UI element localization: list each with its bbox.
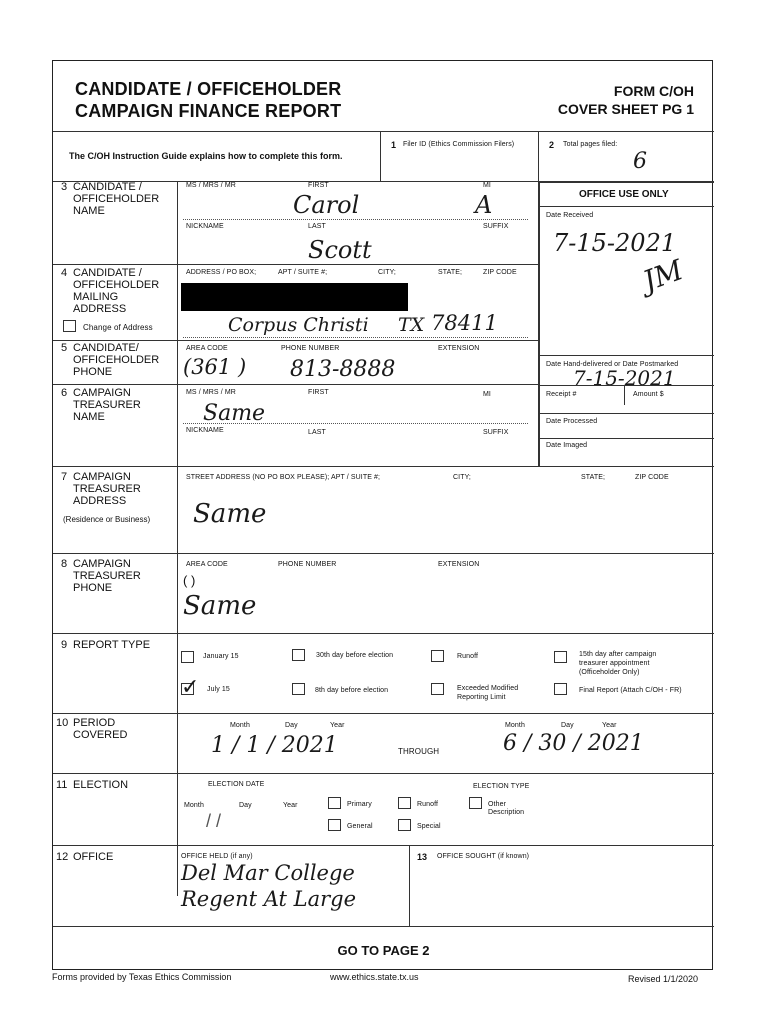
treasurer-area-parens: ( ) xyxy=(183,573,196,588)
election-other-label-1: Other xyxy=(488,801,507,808)
office-held-label: OFFICE HELD (if any) xyxy=(181,853,253,860)
total-pages-number: 2 xyxy=(549,140,555,150)
treasurer-address-value: Same xyxy=(193,499,267,529)
received-initials: JM xyxy=(638,253,688,298)
section12-number: 12 xyxy=(56,851,69,863)
change-of-address-label: Change of Address xyxy=(83,323,153,332)
receipt-label: Receipt # xyxy=(546,391,577,398)
election-runoff-checkbox[interactable] xyxy=(398,797,411,809)
election-primary-checkbox[interactable] xyxy=(328,797,341,809)
report-january15-label: January 15 xyxy=(203,653,239,660)
section7-label-1: CAMPAIGN xyxy=(73,471,131,483)
section6-label-3: NAME xyxy=(73,411,105,423)
section8-number: 8 xyxy=(61,558,68,570)
period-to-month-label: Month xyxy=(505,722,525,729)
section5-label-1: CANDIDATE/ xyxy=(73,342,139,354)
section4-label-1: CANDIDATE / xyxy=(73,267,142,279)
section8-label-2: TREASURER xyxy=(73,570,141,582)
treasurer-first-label: FIRST xyxy=(308,389,329,396)
section7-label-2: TREASURER xyxy=(73,483,141,495)
treasurer-suffix-label: SUFFIX xyxy=(483,429,509,436)
section4-label-2: OFFICEHOLDER xyxy=(73,279,160,291)
report-final-label: Final Report (Attach C/OH - FR) xyxy=(579,687,682,694)
mailing-zip-value: 78411 xyxy=(431,311,498,335)
period-from-year-label: Year xyxy=(330,722,345,729)
section4-number: 4 xyxy=(61,267,68,279)
residence-or-business: (Residence or Business) xyxy=(63,515,151,524)
office-use-title: OFFICE USE ONLY xyxy=(579,189,669,200)
report-30day-label: 30th day before election xyxy=(316,652,394,659)
redacted-street-address xyxy=(181,283,408,311)
phone-number-label: PHONE NUMBER xyxy=(281,345,340,352)
section9-number: 9 xyxy=(61,639,68,651)
date-imaged-label: Date Imaged xyxy=(546,442,588,449)
treasurer-zip-label: ZIP CODE xyxy=(635,474,669,481)
city-label: CITY; xyxy=(378,269,396,276)
mailing-state-value: TX xyxy=(398,314,425,336)
election-date-label: ELECTION DATE xyxy=(208,781,265,788)
report-july15-label: July 15 xyxy=(207,686,230,693)
election-special-checkbox[interactable] xyxy=(398,819,411,831)
election-runoff-label: Runoff xyxy=(417,801,439,808)
report-runoff-checkbox[interactable] xyxy=(431,650,444,662)
section6-label-2: TREASURER xyxy=(73,399,141,411)
change-of-address-checkbox[interactable] xyxy=(63,320,76,332)
treasurer-prefix-label: MS / MRS / MR xyxy=(186,389,236,396)
report-runoff-label: Runoff xyxy=(457,653,479,660)
middle-initial-value: A xyxy=(475,191,493,219)
report-january15-checkbox[interactable] xyxy=(181,651,194,663)
section7-label-3: ADDRESS xyxy=(73,495,127,507)
period-from-month-label: Month xyxy=(230,722,250,729)
treasurer-nickname-label: NICKNAME xyxy=(186,427,224,434)
section8-label-1: CAMPAIGN xyxy=(73,558,131,570)
report-15thday-checkbox[interactable] xyxy=(554,651,567,663)
section4-label-3: MAILING xyxy=(73,291,119,303)
section8-label-3: PHONE xyxy=(73,582,113,594)
date-processed-label: Date Processed xyxy=(546,418,598,425)
period-to-year-label: Year xyxy=(602,722,617,729)
section12-label: OFFICE xyxy=(73,851,114,863)
election-general-checkbox[interactable] xyxy=(328,819,341,831)
treasurer-phone-ext-label: EXTENSION xyxy=(438,561,480,568)
form-title-line1: CANDIDATE / OFFICEHOLDER xyxy=(75,79,342,99)
first-name-value: Carol xyxy=(293,191,360,219)
report-15thday-label-1: 15th day after campaign xyxy=(579,651,657,658)
election-primary-label: Primary xyxy=(347,801,372,808)
section13-number: 13 xyxy=(417,852,428,862)
section6-label-1: CAMPAIGN xyxy=(73,387,131,399)
period-to-day-label: Day xyxy=(561,722,574,729)
report-july15-checkmark: ✓ xyxy=(181,675,200,700)
treasurer-phone-value: Same xyxy=(183,591,257,621)
cover-sheet-form xyxy=(52,60,713,970)
election-year-label: Year xyxy=(283,802,298,809)
mailing-city-value: Corpus Christi xyxy=(228,314,369,336)
footer-provided-by: Forms provided by Texas Ethics Commission xyxy=(52,972,232,982)
election-day-label: Day xyxy=(239,802,252,809)
report-exceeded-checkbox[interactable] xyxy=(431,683,444,695)
treasurer-mi-label: MI xyxy=(483,391,491,398)
section6-number: 6 xyxy=(61,387,68,399)
apt-label: APT / SUITE #; xyxy=(278,269,328,276)
report-exceeded-label-1: Exceeded Modified xyxy=(457,685,519,692)
filer-id-number: 1 xyxy=(391,140,397,150)
treasurer-state-label: STATE; xyxy=(581,474,606,481)
period-to-value: 6 / 30 / 2021 xyxy=(503,731,644,756)
treasurer-last-label: LAST xyxy=(308,429,326,436)
section11-label: ELECTION xyxy=(73,779,129,791)
election-general-label: General xyxy=(347,823,373,830)
treasurer-city-label: CITY; xyxy=(453,474,471,481)
date-received-label: Date Received xyxy=(546,212,594,219)
treasurer-phone-number-label: PHONE NUMBER xyxy=(278,561,337,568)
amount-label: Amount $ xyxy=(633,391,664,398)
report-final-checkbox[interactable] xyxy=(554,683,567,695)
section7-number: 7 xyxy=(61,471,68,483)
election-type-label: ELECTION TYPE xyxy=(473,783,530,790)
treasurer-phone-area-label: AREA CODE xyxy=(186,561,228,568)
section4-label-4: ADDRESS xyxy=(73,303,127,315)
section3-label-3: NAME xyxy=(73,205,105,217)
office-held-line1: Del Mar College xyxy=(181,861,355,885)
report-15thday-label-3: (Officeholder Only) xyxy=(579,669,640,676)
form-title-line2: CAMPAIGN FINANCE REPORT xyxy=(75,101,342,121)
election-other-checkbox[interactable] xyxy=(469,797,482,809)
total-pages-label: Total pages filed: xyxy=(563,141,618,148)
suffix-label: SUFFIX xyxy=(483,223,509,230)
filer-id-label: Filer ID (Ethics Commission Filers) xyxy=(403,141,515,148)
report-15thday-label-2: treasurer appointment xyxy=(579,660,650,667)
nickname-label: NICKNAME xyxy=(186,223,224,230)
treasurer-street-label: STREET ADDRESS (NO PO BOX PLEASE); APT / SUITE #; xyxy=(186,474,381,481)
phone-extension-label: EXTENSION xyxy=(438,345,480,352)
section10-label-2: COVERED xyxy=(73,729,128,741)
phone-area-label: AREA CODE xyxy=(186,345,228,352)
zip-label: ZIP CODE xyxy=(483,269,517,276)
report-exceeded-label-2: Reporting Limit xyxy=(457,694,506,701)
date-received-value: 7-15-2021 xyxy=(553,229,677,257)
election-special-label: Special xyxy=(417,823,441,830)
address-label: ADDRESS / PO BOX; xyxy=(186,269,257,276)
section3-number: 3 xyxy=(61,181,68,193)
election-date-slashes: / / xyxy=(206,811,222,831)
election-month-label: Month xyxy=(184,802,204,809)
period-from-day-label: Day xyxy=(285,722,298,729)
treasurer-name-value: Same xyxy=(203,401,266,426)
section10-label-1: PERIOD xyxy=(73,717,116,729)
section3-label-2: OFFICEHOLDER xyxy=(73,193,160,205)
report-8day-checkbox[interactable] xyxy=(292,683,305,695)
form-code: FORM C/OH xyxy=(613,83,694,99)
first-name-label: FIRST xyxy=(308,182,329,189)
section3-label-1: CANDIDATE / xyxy=(73,181,142,193)
section5-number: 5 xyxy=(61,342,68,354)
hand-delivered-label: Date Hand-delivered or Date Postmarked xyxy=(546,361,679,368)
report-30day-checkbox[interactable] xyxy=(292,649,305,661)
state-label: STATE; xyxy=(438,269,463,276)
hand-delivered-value: 7-15-2021 xyxy=(573,366,676,390)
section5-label-3: PHONE xyxy=(73,366,113,378)
phone-number-value: 813-8888 xyxy=(290,357,396,382)
instruction-note: The C/OH Instruction Guide explains how to complete this form. xyxy=(69,151,343,161)
period-from-value: 1 / 1 / 2021 xyxy=(211,733,338,758)
last-name-label: LAST xyxy=(308,223,326,230)
office-sought-label: OFFICE SOUGHT (if known) xyxy=(437,853,530,860)
section11-number: 11 xyxy=(56,779,68,791)
form-page-label: COVER SHEET PG 1 xyxy=(557,101,694,117)
go-to-page-2: GO TO PAGE 2 xyxy=(337,943,430,958)
office-held-line2: Regent At Large xyxy=(181,887,357,911)
report-8day-label: 8th day before election xyxy=(315,687,389,694)
last-name-value: Scott xyxy=(308,236,372,264)
name-prefix-label: MS / MRS / MR xyxy=(186,182,236,189)
section9-label: REPORT TYPE xyxy=(73,639,151,651)
phone-area-value: (361 ) xyxy=(183,355,247,379)
total-pages-value: 6 xyxy=(633,149,647,174)
middle-initial-label: MI xyxy=(483,182,491,189)
section5-label-2: OFFICEHOLDER xyxy=(73,354,160,366)
election-other-label-2: Description xyxy=(488,809,525,816)
section10-number: 10 xyxy=(56,717,69,729)
footer-revised-date: Revised 1/1/2020 xyxy=(628,974,699,984)
period-through-label: THROUGH xyxy=(398,747,440,756)
footer-website[interactable]: www.ethics.state.tx.us xyxy=(330,972,419,982)
